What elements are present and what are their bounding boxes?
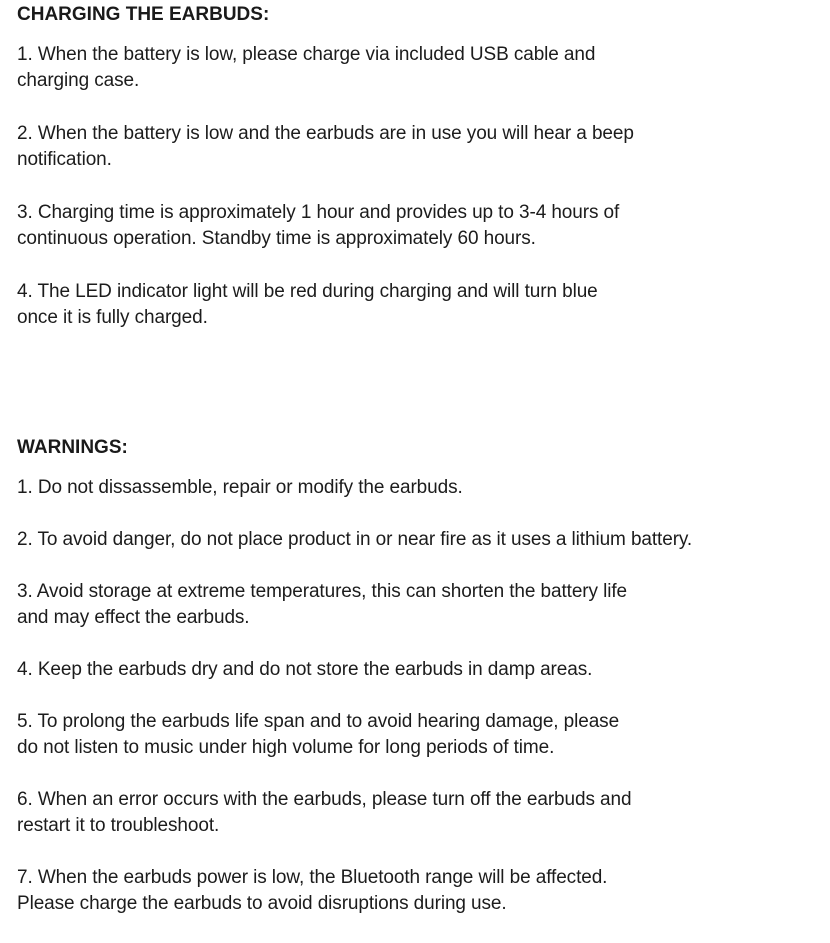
charging-heading: CHARGING THE EARBUDS: (17, 4, 270, 25)
warning-item-7: 7. When the earbuds power is low, the Bluetooth range will be affected. Please charge the earbuds to avoid disruptions during use. (17, 867, 608, 914)
warnings-section (17, 436, 829, 943)
warning-item-6: 6. When an error occurs with the earbuds, please turn off the earbuds and restart it to troubleshoot. (17, 789, 632, 836)
charging-item-4: 4. The LED indicator light will be red during charging and will turn blue once it is fully charged. (17, 281, 598, 328)
charging-item-1: 1. When the battery is low, please charge via included USB cable and charging case. (17, 44, 596, 91)
warnings-heading: WARNINGS: (17, 437, 128, 458)
warning-item-1: 1. Do not dissassemble, repair or modify the earbuds. (17, 477, 463, 498)
warning-item-2: 2. To avoid danger, do not place product in or near fire as it uses a lithium battery. (17, 529, 693, 550)
warning-item-5: 5. To prolong the earbuds life span and to avoid hearing damage, please do not listen to music under high volume for long periods of time. (17, 711, 620, 758)
charging-item-3: 3. Charging time is approximately 1 hour and provides up to 3-4 hours of continuous operation. Standby time is approximately 60 hours. (17, 202, 620, 249)
warning-item-4: 4. Keep the earbuds dry and do not store the earbuds in damp areas. (17, 659, 593, 680)
charging-item-2: 2. When the battery is low and the earbuds are in use you will hear a beep notification. (17, 123, 634, 170)
charging-section (17, 3, 829, 358)
warning-item-3: 3. Avoid storage at extreme temperatures, this can shorten the battery life and may effect the earbuds. (17, 581, 627, 628)
